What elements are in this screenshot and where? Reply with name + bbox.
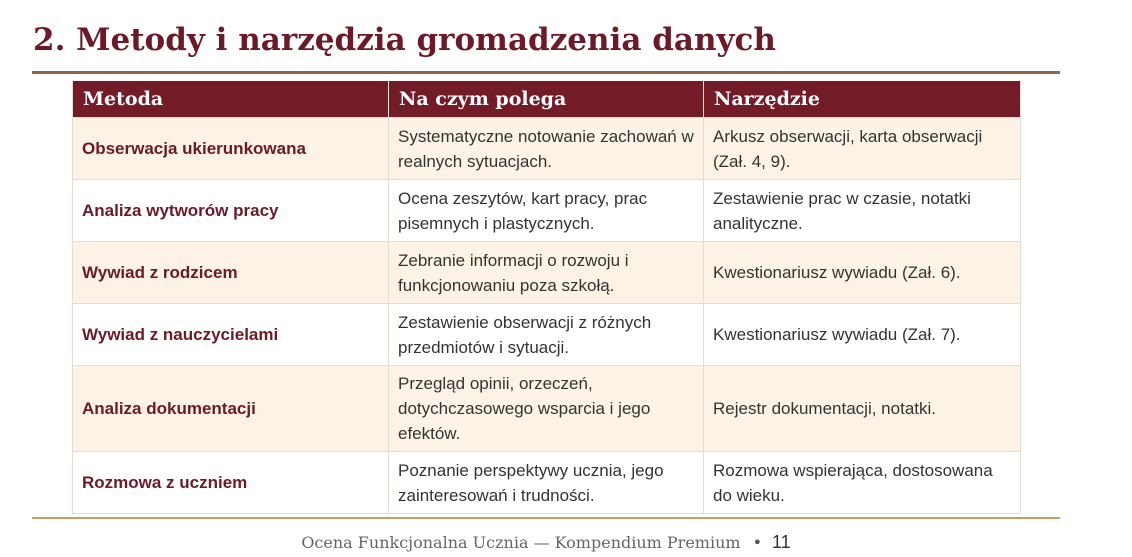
description-cell: Zestawienie obserwacji z różnych przedmiotów i sytuacji. — [389, 304, 704, 366]
footer-title: Ocena Funkcjonalna Ucznia — Kompendium Premium — [301, 533, 741, 552]
method-cell: Wywiad z rodzicem — [73, 242, 389, 304]
table-row — [73, 452, 1021, 514]
tool-cell: Rozmowa wspierająca, dostosowana do wieku. — [704, 452, 1021, 514]
description-cell: Przegląd opinii, orzeczeń, dotychczasowego wsparcia i jego efektów. — [389, 366, 704, 452]
table-row — [73, 242, 1021, 304]
table-row — [73, 366, 1021, 452]
description-cell: Poznanie perspektywy ucznia, jego zainteresowań i trudności. — [389, 452, 704, 514]
method-cell: Analiza dokumentacji — [73, 366, 389, 452]
table-row — [73, 304, 1021, 366]
method-cell: Rozmowa z uczniem — [73, 452, 389, 514]
page-number: 11 — [772, 532, 791, 552]
method-cell: Obserwacja ukierunkowana — [73, 118, 389, 180]
column-header-description: Na czym polega — [389, 81, 704, 118]
column-header-method: Metoda — [73, 81, 389, 118]
column-header-tool: Narzędzie — [704, 81, 1021, 118]
title-divider — [32, 71, 1060, 74]
tool-cell: Kwestionariusz wywiadu (Zał. 7). — [704, 304, 1021, 366]
method-cell: Analiza wytworów pracy — [73, 180, 389, 242]
methods-table — [72, 81, 1021, 514]
tool-cell: Zestawienie prac w czasie, notatki analityczne. — [704, 180, 1021, 242]
table-row — [73, 118, 1021, 180]
tool-cell: Arkusz obserwacji, karta obserwacji (Zał. 4, 9). — [704, 118, 1021, 180]
tool-cell: Kwestionariusz wywiadu (Zał. 6). — [704, 242, 1021, 304]
footer-divider — [32, 517, 1060, 519]
method-cell: Wywiad z nauczycielami — [73, 304, 389, 366]
table-row — [73, 180, 1021, 242]
description-cell: Ocena zeszytów, kart pracy, prac pisemnych i plastycznych. — [389, 180, 704, 242]
footer-separator: • — [752, 533, 762, 552]
description-cell: Zebranie informacji o rozwoju i funkcjonowaniu poza szkołą. — [389, 242, 704, 304]
page-title: 2. Metody i narzędzia gromadzenia danych — [33, 22, 776, 58]
description-cell: Systematyczne notowanie zachowań w realnych sytuacjach. — [389, 118, 704, 180]
tool-cell: Rejestr dokumentacji, notatki. — [704, 366, 1021, 452]
table-header-row — [73, 81, 1021, 118]
page-footer — [0, 532, 1092, 553]
